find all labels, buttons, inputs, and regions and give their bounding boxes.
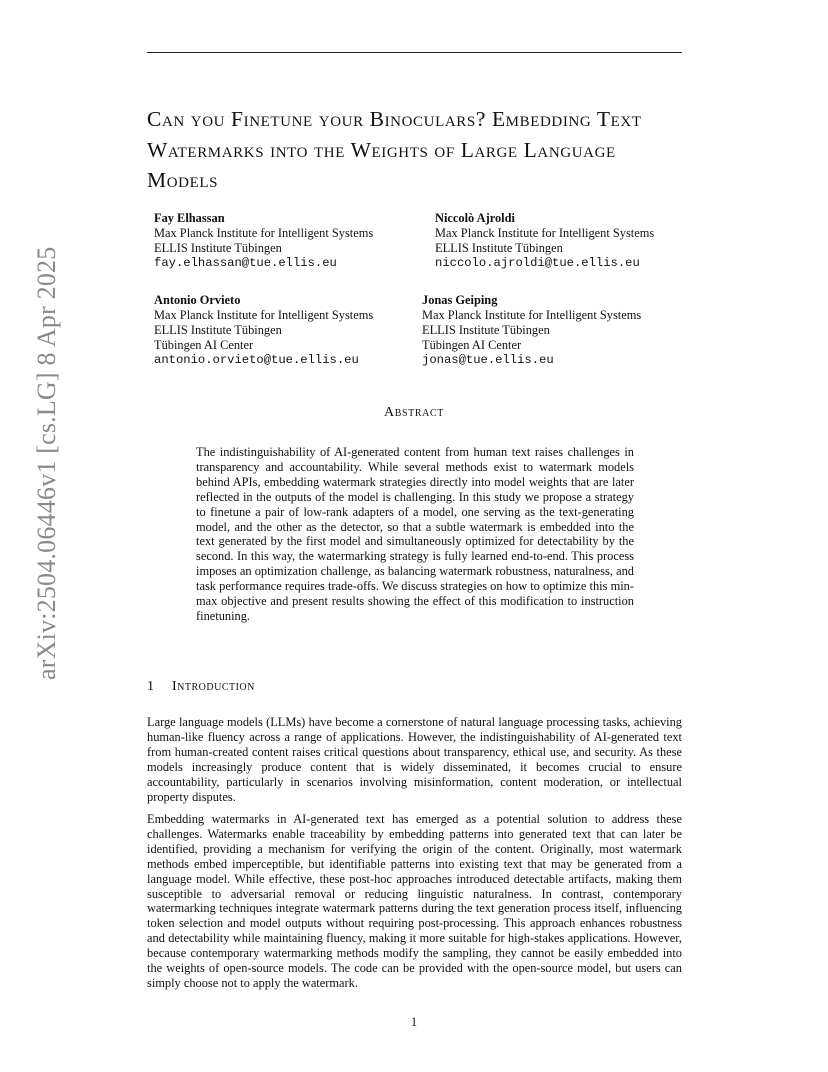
section-title: Introduction — [172, 679, 255, 694]
author-affiliation: Tübingen AI Center — [422, 338, 522, 352]
author-affiliation: Max Planck Institute for Intelligent Systems — [154, 226, 374, 240]
author-affiliation: ELLIS Institute Tübingen — [435, 241, 563, 255]
author-affiliation: Max Planck Institute for Intelligent Systems — [435, 226, 655, 240]
author-name: Fay Elhassan — [154, 211, 225, 225]
page-number: 1 — [410, 1015, 418, 1029]
paper-title: Can you Finetune your Binoculars? Embedding Text Watermarks into the Weights of Large Language Models — [147, 107, 642, 192]
section-number: 1 — [147, 679, 155, 694]
abstract-text: The indistinguishability of AI-generated content from human text raises challenges in transparency and accountability. While several methods exist to watermark models behind APIs, embedding watermark strategies directly into model weights that are later reflected in the outputs of the model is challenging. In this study we propose a strategy to finetune a pair of low-rank adapters of a model, one serving as the text-generating model, and the other as the detector, so that a subtle watermark is embedded into the text generated by the first model and simultaneously optimized for detectability by the second. In this way, the watermarking strategy is fully learned end-to-end. This process imposes an optimization challenge, as balancing watermark robustness, naturalness, and task performance requires trade-offs. We discuss strategies on how to optimize this min-max objective and present results showing the effect of this modification to instruction finetuning. — [196, 445, 634, 623]
header-rule — [147, 52, 682, 53]
author-name: Jonas Geiping — [422, 293, 498, 307]
author-block — [154, 293, 373, 368]
author-name: Antonio Orvieto — [154, 293, 241, 307]
author-affiliation: ELLIS Institute Tübingen — [154, 323, 282, 337]
author-block — [154, 211, 373, 271]
author-block — [422, 293, 641, 368]
author-name: Niccolò Ajroldi — [435, 211, 515, 225]
section-heading — [147, 679, 255, 695]
arxiv-identifier: arXiv:2504.06446v1 [cs.LG] 8 Apr 2025 — [32, 246, 61, 680]
body-paragraph: Embedding watermarks in AI-generated text has emerged as a potential solution to address these challenges. Watermarks enable traceability by embedding patterns into generated text that can later be identified, providing a mechanism for verifying the origin of the content. Originally, most watermark methods embed imperceptible, but identifiable patterns into existing text that may be generated from a language model. While effective, these post-hoc approaches introduced detectable artifacts, making them susceptible to adversarial removal or reducing linguistic naturalness. In contrast, contemporary watermarking techniques integrate watermark patterns during the text generation process itself, influencing token selection and model outputs without requiring post-processing. This approach enhances robustness and detectability while maintaining fluency, making it more suitable for high-stakes applications. However, because contemporary watermarking methods modify the sampling, they cannot be easily embedded into the weights of open-source models. The code can be provided with the open-source model, but users can simply choose not to apply the watermark. — [147, 812, 682, 990]
author-email[interactable]: jonas@tue.ellis.eu — [422, 353, 554, 367]
body-paragraph: Large language models (LLMs) have become a cornerstone of natural language processing tasks, achieving human-like fluency across a range of applications. However, the indistinguishability of AI-generated text from human-created content raises critical questions about transparency, ethical use, and security. As these models increasingly produce content that is widely disseminated, it becomes crucial to ensure accountability, particularly in scenarios involving misinformation, content moderation, or intellectual property disputes. — [147, 715, 682, 804]
author-affiliation: Max Planck Institute for Intelligent Systems — [154, 308, 374, 322]
author-email[interactable]: antonio.orvieto@tue.ellis.eu — [154, 353, 359, 367]
abstract-heading: Abstract — [384, 405, 444, 420]
author-email[interactable]: fay.elhassan@tue.ellis.eu — [154, 256, 337, 270]
author-affiliation: ELLIS Institute Tübingen — [422, 323, 550, 337]
author-affiliation: ELLIS Institute Tübingen — [154, 241, 282, 255]
author-affiliation: Max Planck Institute for Intelligent Systems — [422, 308, 642, 322]
author-affiliation: Tübingen AI Center — [154, 338, 254, 352]
author-email[interactable]: niccolo.ajroldi@tue.ellis.eu — [435, 256, 640, 270]
author-block — [435, 211, 654, 271]
